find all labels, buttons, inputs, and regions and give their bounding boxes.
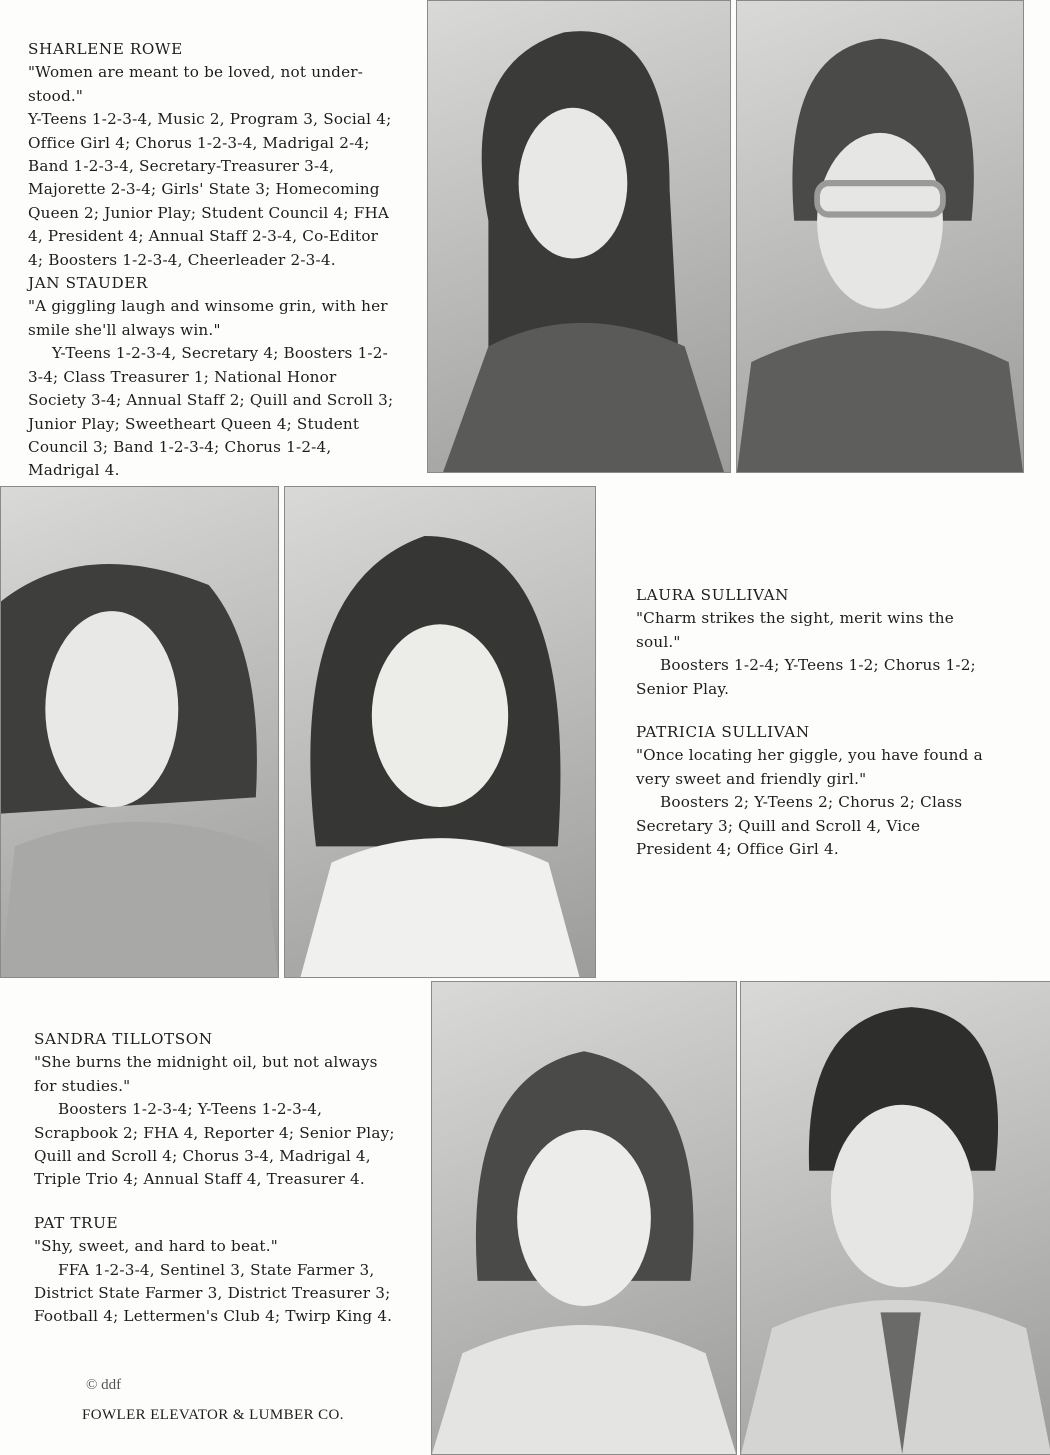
student-name: LAURA SULLIVAN <box>636 586 790 604</box>
student-name: SANDRA TILLOTSON <box>34 1030 213 1048</box>
student-name: JAN STAUDER <box>28 274 148 293</box>
portrait-photo <box>736 0 1024 473</box>
portrait-photo <box>427 0 731 473</box>
sponsor-credit: FOWLER ELEVATOR & LUMBER CO. <box>82 1407 344 1423</box>
student-quote: "She burns the midnight oil, but not always for studies." <box>34 1053 378 1095</box>
portrait-photo <box>431 981 737 1455</box>
text-block-bottom <box>34 1028 404 1329</box>
text-block-middle <box>636 584 986 861</box>
student-activities: FFA 1-2-3-4, Sentinel 3, State Farmer 3, District State Farmer 3, District Treasurer 3; Football 4; Lettermen's Club 4; Twirp King 4. <box>34 1260 393 1326</box>
student-name: PAT TRUE <box>34 1213 119 1232</box>
student-activities: Y-Teens 1-2-3-4, Secretary 4; Boosters 1-2-3-4; Class Treasurer 1; National Honor Society 3-4; Annual Staff 2; Quill and Scroll 3; Junior Play; Sweetheart Queen 4; Student Council 3; Band 1-2-3-4; Chorus 1-2-4, Madrigal 4. <box>28 344 394 480</box>
student-activities: Boosters 1-2-4; Y-Teens 1-2; Chorus 1-2; Senior Play. <box>636 656 976 698</box>
student-quote: "Shy, sweet, and hard to beat." <box>34 1237 278 1256</box>
text-block-top <box>28 38 396 483</box>
student-quote: "Once locating her giggle, you have found a very sweet and friendly girl." <box>636 746 983 788</box>
portrait-photo <box>284 486 596 978</box>
student-name: PATRICIA SULLIVAN <box>636 723 810 742</box>
student-quote: "A giggling laugh and winsome grin, with her smile she'll always win." <box>28 297 388 339</box>
student-name: SHARLENE ROWE <box>28 40 183 58</box>
student-quote: "Women are meant to be loved, not under-stood." <box>28 63 364 105</box>
portrait-photo <box>0 486 279 978</box>
student-quote: "Charm strikes the sight, merit wins the soul." <box>636 609 954 651</box>
student-activities: Y-Teens 1-2-3-4, Music 2, Program 3, Social 4; Office Girl 4; Chorus 1-2-3-4, Madrigal 2-4; Band 1-2-3-4, Secretary-Treasurer 3-4, Majorette 2-3-4; Girls' State 3; Homecoming Queen 2; Junior Play; Student Council 4; FHA 4, President 4; Annual Staff 2-3-4, Co-Editor 4; Boosters 1-2-3-4, Cheerleader 2-3-4. <box>28 110 392 269</box>
student-activities: Boosters 1-2-3-4; Y-Teens 1-2-3-4, Scrapbook 2; FHA 4, Reporter 4; Senior Play; Quill and Scroll 4; Chorus 3-4, Madrigal 4, Triple Trio 4; Annual Staff 4, Treasurer 4. <box>34 1100 395 1189</box>
copyright-mark: © ddf <box>86 1377 122 1393</box>
portrait-photo <box>740 981 1050 1455</box>
student-activities: Boosters 2; Y-Teens 2; Chorus 2; Class Secretary 3; Quill and Scroll 4, Vice President 4; Office Girl 4. <box>636 793 963 859</box>
